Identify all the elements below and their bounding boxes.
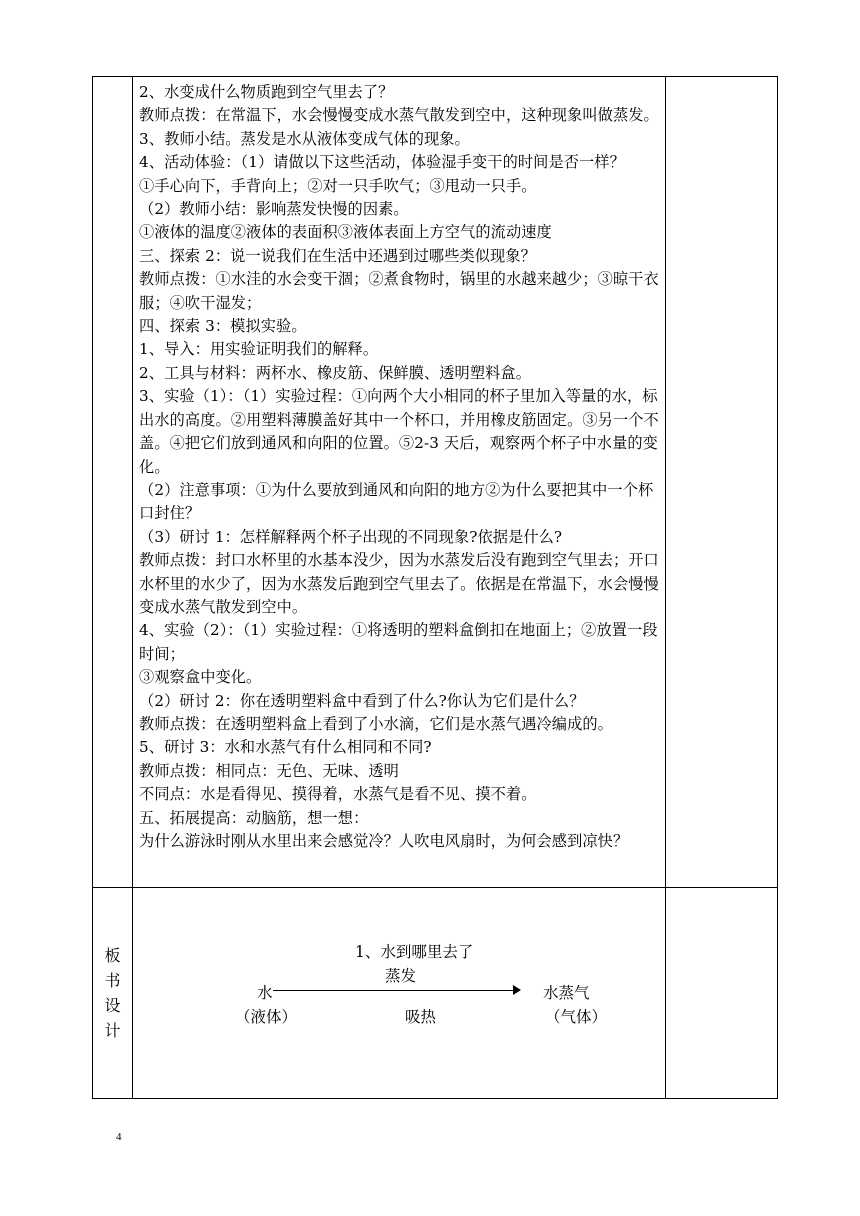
label-char: 板: [104, 946, 121, 965]
lesson-line: 教师点拨：在透明塑料盒上看到了小水滴，它们是水蒸气遇冷编成的。: [139, 714, 613, 733]
teaching-process-text: [133, 77, 665, 857]
lesson-line: 五、拓展提高：动脑筋，想一想：: [139, 808, 369, 827]
label-char: 设: [104, 996, 121, 1015]
board-title: 1、水到哪里去了: [355, 943, 474, 961]
lesson-line: （2）教师小结：影响蒸发快慢的因素。: [139, 200, 409, 219]
lesson-line: ③观察盒中变化。: [139, 668, 262, 687]
lesson-line: 教师点拨：相同点：无色、无味、透明: [139, 761, 399, 780]
lesson-line: 3、教师小结。蒸发是水从液体变成气体的现象。: [139, 129, 470, 148]
teaching-process-row: [93, 77, 778, 888]
label-char: 计: [104, 1021, 121, 1040]
lesson-line: （3）研讨 1：怎样解释两个杯子出现的不同现象?依据是什么?: [139, 527, 563, 546]
lesson-line: 教师点拨：封口水杯里的水基本没少，因为水蒸发后没有跑到空气里去；开口水杯里的水少了，因为水蒸发后跑到空气里去了。依据是在常温下，水会慢慢变成水蒸气散发到空中。: [139, 551, 659, 616]
lesson-line: ①手心向下，手背向上；②对一只手吹气；③甩动一只手。: [139, 176, 537, 195]
lesson-line: 4、实验（2）：（1）实验过程：①将透明的塑料盒倒扣在地面上；②放置一段时间；: [139, 621, 658, 663]
page-number: 4: [116, 1131, 122, 1143]
lesson-line: （2）研讨 2：你在透明塑料盒中看到了什么?你认为它们是什么？: [139, 691, 585, 710]
lesson-line: 四、探索 3：模拟实验。: [139, 317, 307, 336]
water-term: 水: [257, 984, 273, 1002]
lesson-line: ①液体的温度②液体的表面积③液体表面上方空气的流动速度: [139, 223, 552, 242]
evaporation-arrow: [273, 990, 517, 991]
heat-absorption: 吸热: [405, 1008, 437, 1026]
lesson-plan-table: [92, 76, 778, 1099]
board-diagram: [133, 888, 665, 1098]
lesson-line: 教师点拨：在常温下，水会慢慢变成水蒸气散发到空中，这种现象叫做蒸发。: [139, 106, 659, 125]
notes-cell: [665, 888, 777, 1099]
row-label-cell: [93, 77, 133, 888]
board-design-row: [93, 888, 778, 1099]
lesson-line: 三、探索 2：说一说我们在生活中还遇到过哪些类似现象？: [139, 246, 536, 265]
label-char: 书: [104, 971, 121, 990]
lesson-line: （2）注意事项：①为什么要放到通风和向阳的地方②为什么要把其中一个杯口封住？: [139, 480, 654, 523]
lesson-line: 2、工具与材料：两杯水、橡皮筋、保鲜膜、透明塑料盒。: [139, 363, 531, 382]
lesson-line: 为什么游泳时刚从水里出来会感觉冷？人吹电风扇时，为何会感到凉快？: [139, 832, 629, 850]
lesson-line: 教师点拨：①水洼的水会变干涸；②煮食物时，锅里的水越来越少；③晾干衣服；④吹干湿发；: [139, 270, 659, 312]
lesson-line: 5、研讨 3：水和水蒸气有什么相同和不同?: [139, 738, 432, 757]
teaching-process-cell: [133, 77, 666, 888]
lesson-line: 1、导入：用实验证明我们的解释。: [139, 340, 379, 359]
liquid-state: （液体）: [235, 1008, 298, 1026]
lesson-line: 3、实验（1）：（1）实验过程：①向两个大小相同的杯子里加入等量的水，标出水的高度。②用塑料薄膜盖好其中一个杯口，并用橡皮筋固定。③另一个不盖。④把它们放到通风和向阳的位置。⑤2-3 天后，观察两个杯子中水量的变化。: [139, 387, 659, 476]
process-label: 蒸发: [385, 967, 417, 985]
board-design-cell: [133, 888, 666, 1099]
vapor-term: 水蒸气: [543, 984, 590, 1002]
arrow-head-icon: [513, 985, 521, 995]
gas-state: （气体）: [545, 1008, 608, 1026]
lesson-line: 2、水变成什么物质跑到空气里去了？: [139, 83, 394, 101]
lesson-line: 不同点：水是看得见、摸得着，水蒸气是看不见、摸不着。: [139, 785, 537, 804]
board-design-label: [93, 888, 133, 1099]
notes-cell: [665, 77, 777, 888]
lesson-line: 4、活动体验：（1）请做以下这些活动，体验湿手变干的时间是否一样？: [139, 153, 625, 172]
